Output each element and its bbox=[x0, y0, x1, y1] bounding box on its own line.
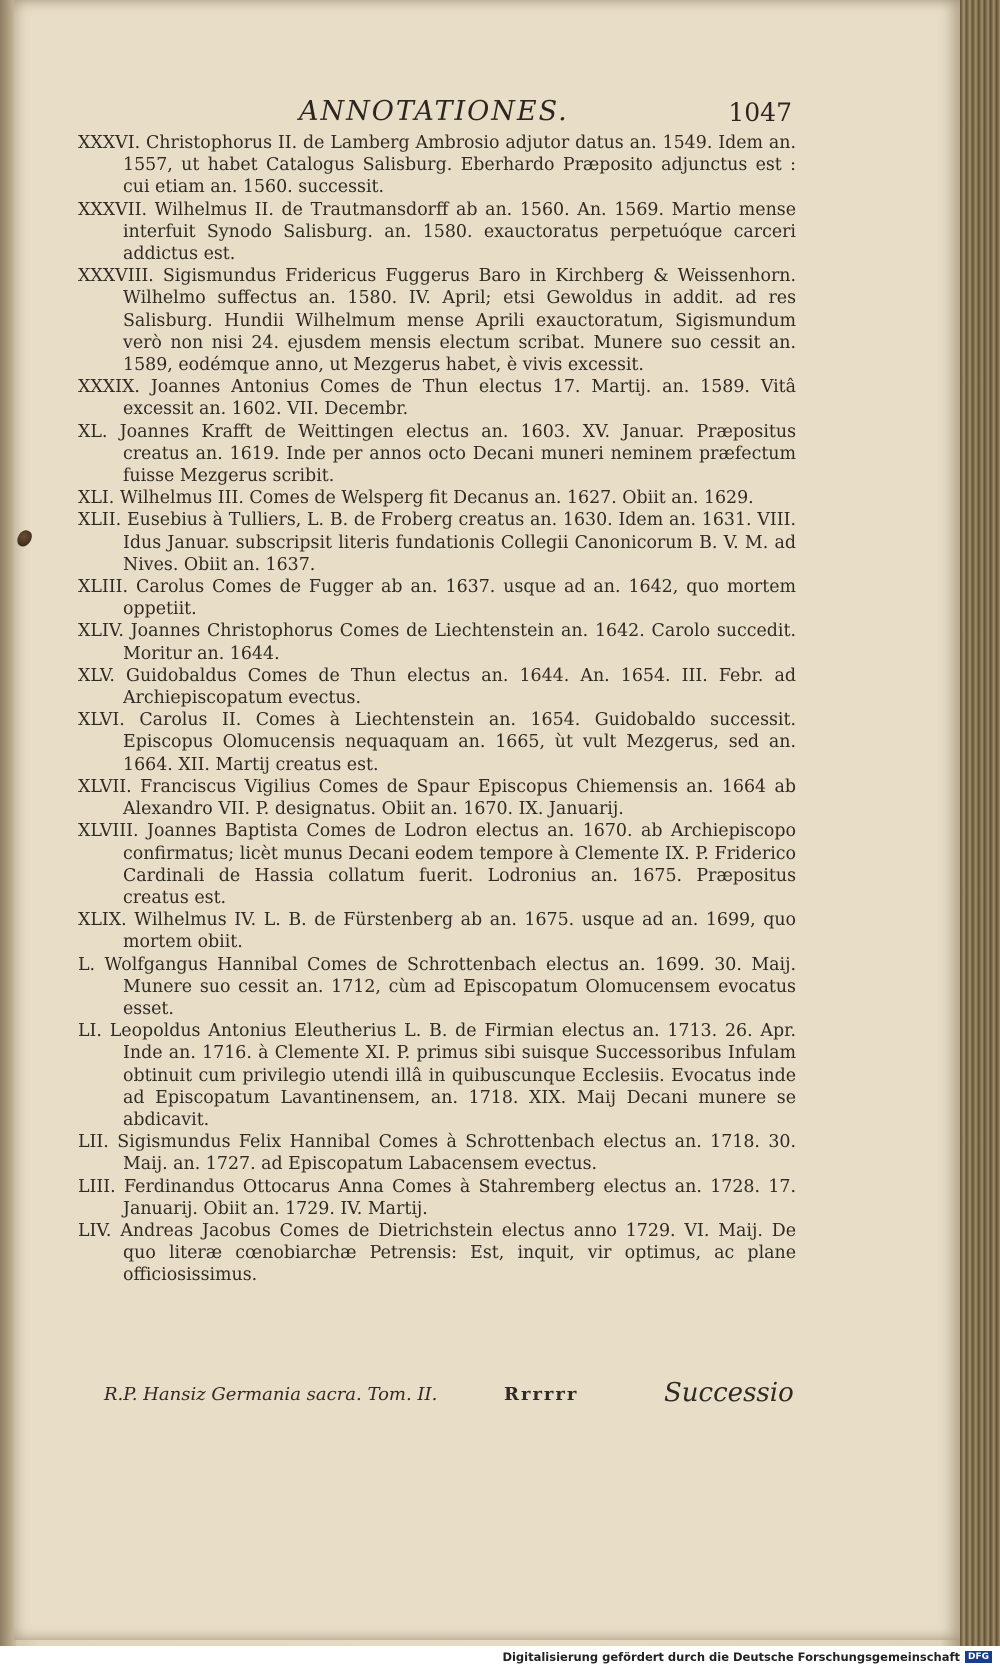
entry-text: Franciscus Vigilius Comes de Spaur Episcopus Chiemensis an. 1664 ab Alexandro VII. P. designatus. Obiit an. 1670. IX. Januarij. bbox=[123, 776, 797, 820]
page-stack-edge bbox=[960, 0, 1000, 1646]
entry bbox=[78, 954, 796, 1021]
page-footer bbox=[104, 1378, 864, 1414]
entry-text: Joannes Antonius Comes de Thun electus 17. Martij. an. 1589. Vitâ excessit an. 1602. VII. Decembr. bbox=[123, 377, 796, 420]
dfg-logo: DFG bbox=[965, 1651, 992, 1663]
catchword: Successio bbox=[664, 1378, 794, 1408]
entry-number: XXXIX. bbox=[78, 377, 140, 398]
entry-text: Andreas Jacobus Comes de Dietrichstein electus anno 1729. VI. Maij. De quo literæ cœnobiarchæ Petrensis: Est, inquit, vir optimus, ac plane officiosissimus. bbox=[120, 1220, 796, 1286]
entry-text: Carolus II. Comes à Liechtenstein an. 1654. Guidobaldo successit. Episcopus Olomucensis nequaquam an. 1665, ùt vult Mezgerus, sed an. 1664. XII. Martij creatus est. bbox=[123, 710, 796, 775]
entry-text: Carolus Comes de Fugger ab an. 1637. usque ad an. 1642, quo mortem oppetiit. bbox=[123, 577, 796, 620]
entry bbox=[78, 421, 796, 488]
entry-number: XLI. bbox=[78, 488, 115, 509]
entry-text: Wilhelmus II. de Trautmansdorff ab an. 1560. An. 1569. Martio mense interfuit Synodo Salisburg. an. 1580. exauctoratus perpetuóque carceri addictus est. bbox=[123, 199, 796, 265]
credit-bar bbox=[0, 1646, 1000, 1671]
entry-number: XLV. bbox=[78, 665, 115, 686]
entry-number: XLII. bbox=[78, 510, 122, 531]
entry-number: XXXVIII. bbox=[78, 266, 154, 287]
entry-text: Joannes Baptista Comes de Lodron electus an. 1670. ab Archiepiscopo confirmatus; licèt munus Decani eodem tempore à Clemente IX. P. Friderico Cardinali de Hassia collatum fuerit. Lodronius an. 1675. Præpositus creatus est. bbox=[123, 821, 796, 908]
entry bbox=[78, 132, 796, 199]
entry-text: Ferdinandus Ottocarus Anna Comes à Stahremberg electus an. 1728. 17. Januarij. Obiit an. 1729. IV. Martij. bbox=[123, 1176, 796, 1219]
entry-number: LII. bbox=[78, 1132, 109, 1153]
entry-text: Christophorus II. de Lamberg Ambrosio adjutor datus an. 1549. Idem an. 1557, ut habet Catalogus Salisburg. Eberhardo Præposito adjunctus est : cui etiam an. 1560. successit. bbox=[123, 133, 796, 198]
entry-text: Joannes Krafft de Weittingen electus an. 1603. XV. Januar. Præpositus creatus an. 1619. Inde per annos octo Decani muneri neminem præfectum fuisse Mezgerus scribit. bbox=[119, 421, 797, 487]
page-number: 1047 bbox=[728, 98, 792, 127]
entry-text: Leopoldus Antonius Eleutherius L. B. de Firmian electus an. 1713. 26. Apr. Inde an. 1716. à Clemente XI. P. primus sibi suisque Successoribus Infulam obtinuit cum privilegio utendi illâ in quibuscunque Ecclesiis. Evocatus inde ad Episcopatum Lavantinensem, an. 1718. XIX. Maij Decani munere se abdicavit. bbox=[109, 1021, 797, 1130]
entry bbox=[78, 620, 796, 664]
entry-text: Wilhelmus IV. L. B. de Fürstenberg ab an. 1675. usque ad an. 1699, quo mortem obiit. bbox=[123, 910, 796, 953]
entry-number: XL. bbox=[78, 421, 108, 442]
entry-text: Eusebius à Tulliers, L. B. de Froberg creatus an. 1630. Idem an. 1631. VIII. Idus Januar. subscripsit literis fundationis Collegii Canonicorum B. V. M. ad Nives. Obiit an. 1637. bbox=[123, 510, 796, 575]
entry-number: LI. bbox=[78, 1021, 102, 1042]
entry bbox=[78, 1131, 796, 1175]
entry bbox=[78, 1220, 796, 1287]
entry bbox=[78, 376, 796, 420]
entry-number: XLVIII. bbox=[78, 821, 139, 842]
entry-number: LIII. bbox=[78, 1176, 116, 1197]
footer-citation: R.P. Hansiz Germania sacra. Tom. II. bbox=[104, 1384, 438, 1405]
entry bbox=[78, 665, 796, 709]
entry bbox=[78, 487, 796, 509]
entry-text: Joannes Christophorus Comes de Liechtenstein an. 1642. Carolo succedit. Moritur an. 1644. bbox=[123, 621, 796, 664]
entry bbox=[78, 509, 796, 576]
running-title: ANNOTATIONES. bbox=[299, 96, 569, 127]
credit-text: Digitalisierung gefördert durch die Deutsche Forschungsgemeinschaft bbox=[502, 1650, 960, 1664]
entry-list bbox=[78, 132, 796, 1287]
entry-text: Wilhelmus III. Comes de Welsperg fit Decanus an. 1627. Obiit an. 1629. bbox=[119, 488, 754, 509]
entry-text: Sigismundus Fridericus Fuggerus Baro in Kirchberg & Weissenhorn. Wilhelmo suffectus an. 1580. IV. April; etsi Gewoldus in addit. ad res Salisburg. Hundii Wilhelmum mense Aprili exauctoratum, Sigismundum verò non nisi 24. ejusdem mensis electum scribat. Munere suo cessit an. 1589, eodémque anno, ut Mezgerus habet, è vivis excessit. bbox=[123, 266, 796, 376]
entry bbox=[78, 1020, 796, 1131]
entry-text: Wolfgangus Hannibal Comes de Schrottenbach electus an. 1699. 30. Maij. Munere suo cessit an. 1712, cùm ad Episcopatum Olomucensem evocatus esset. bbox=[104, 954, 796, 1019]
entry-number: LIV. bbox=[78, 1220, 112, 1241]
entry bbox=[78, 776, 796, 820]
entry-number: XLVI. bbox=[78, 710, 125, 731]
entry bbox=[78, 909, 796, 953]
entry-text: Guidobaldus Comes de Thun electus an. 1644. An. 1654. III. Febr. ad Archiepiscopatum evectus. bbox=[123, 665, 797, 709]
entry-number: XLVII. bbox=[78, 776, 132, 797]
page bbox=[14, 0, 960, 1640]
entry bbox=[78, 820, 796, 909]
entry bbox=[78, 1176, 796, 1220]
page-header bbox=[14, 96, 960, 136]
entry-number: XLIII. bbox=[78, 577, 129, 598]
entry-number: XXXVI. bbox=[78, 133, 141, 153]
entry-number: XXXVII. bbox=[78, 199, 147, 220]
entry-number: XLIX. bbox=[78, 910, 127, 931]
entry bbox=[78, 576, 796, 620]
signature-mark: Rrrrrr bbox=[504, 1384, 579, 1405]
entry-number: L. bbox=[78, 954, 96, 975]
entry-number: XLIV. bbox=[78, 621, 124, 642]
entry bbox=[78, 709, 796, 776]
entry-text: Sigismundus Felix Hannibal Comes à Schrottenbach electus an. 1718. 30. Maij. an. 1727. ad Episcopatum Labacensem evectus. bbox=[117, 1132, 797, 1175]
entry bbox=[78, 265, 796, 376]
entry bbox=[78, 199, 796, 266]
